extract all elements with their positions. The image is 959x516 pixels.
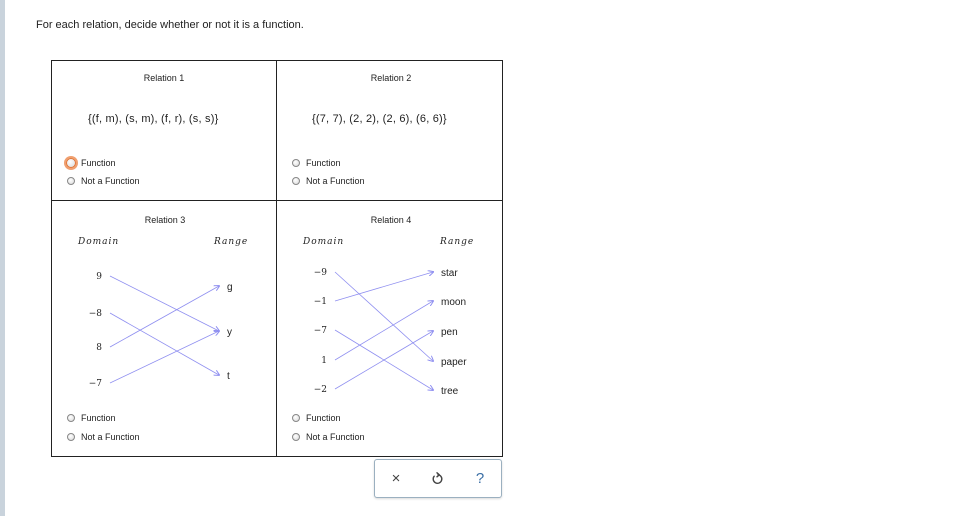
relation3-domain-value: −7 (88, 379, 102, 389)
relation1-function-radio[interactable] (66, 158, 76, 168)
relation3-range-label: Range (214, 237, 249, 247)
relation3-function-label: Function (81, 413, 116, 423)
relation2-not-function-label: Not a Function (306, 176, 365, 186)
relation4-not-function-radio[interactable] (292, 433, 300, 441)
relation2-not-function-radio[interactable] (292, 177, 300, 185)
relation3-domain-label: Domain (78, 237, 120, 247)
relation2-set: {(7, 7), (2, 2), (2, 6), (6, 6)} (312, 113, 447, 125)
relation3-arrow (110, 286, 219, 347)
relation4-arrow (335, 301, 433, 360)
relation4-function-option[interactable] (292, 413, 341, 423)
grid-divider-horizontal (51, 200, 503, 201)
relation1-set: {(f, m), (s, m), (f, r), (s, s)} (88, 113, 219, 125)
relation3-function-option[interactable] (67, 413, 116, 423)
relation4-range-value: star (441, 268, 458, 279)
relation1-title: Relation 1 (143, 73, 185, 83)
relation4-domain-value: −9 (313, 268, 327, 278)
relation4-function-radio[interactable] (292, 414, 300, 422)
relation2-function-radio[interactable] (292, 159, 300, 167)
relation2-function-label: Function (306, 158, 341, 168)
relation4-range-value: moon (441, 297, 467, 308)
relation4-not-function-option[interactable] (292, 432, 365, 442)
relation4-range-value: tree (441, 386, 459, 397)
relation3-range-value: g (227, 282, 233, 293)
relation4-mapping-diagram (281, 255, 501, 425)
relation1-not-function-label: Not a Function (81, 176, 140, 186)
relation3-domain-value: 9 (96, 272, 102, 282)
grid-divider-vertical (276, 60, 277, 457)
relation1-not-function-radio[interactable] (67, 177, 75, 185)
relation2-not-function-option[interactable] (292, 176, 365, 186)
relation3-title: Relation 3 (144, 215, 186, 225)
relation3-mapping-diagram (56, 255, 276, 425)
relation4-domain-value: −7 (313, 326, 327, 336)
relation4-arrow (335, 272, 433, 301)
relation1-function-label: Function (81, 158, 116, 168)
relation3-range-value: y (227, 327, 232, 338)
relation3-not-function-option[interactable] (67, 432, 140, 442)
relation4-arrow (335, 331, 433, 389)
undo-button[interactable] (426, 467, 450, 491)
question-prompt: For each relation, decide whether or not it is a function. (36, 19, 304, 31)
relation4-function-label: Function (306, 413, 341, 423)
left-edge-strip (0, 0, 5, 516)
help-button[interactable] (468, 467, 492, 491)
relation3-arrow (110, 331, 219, 383)
relation3-not-function-radio[interactable] (67, 433, 75, 441)
answer-toolbar (374, 459, 502, 498)
relation4-arrow (335, 272, 433, 361)
relation3-function-radio[interactable] (67, 414, 75, 422)
relation4-domain-value: 1 (321, 356, 327, 366)
clear-button[interactable] (384, 467, 408, 491)
relation3-arrow (110, 313, 219, 375)
relation4-range-value: paper (441, 357, 467, 368)
relation4-title: Relation 4 (370, 215, 412, 225)
relation1-not-function-option[interactable] (67, 176, 140, 186)
relation4-domain-label: Domain (303, 237, 345, 247)
relation4-domain-value: −1 (313, 297, 327, 307)
relation4-range-label: Range (440, 237, 475, 247)
relation2-function-option[interactable] (292, 158, 341, 168)
relation3-range-value: t (227, 371, 230, 382)
question-icon: ? (475, 470, 485, 487)
x-icon: × (391, 470, 401, 487)
relation3-domain-value: 8 (96, 343, 102, 353)
relation3-not-function-label: Not a Function (81, 432, 140, 442)
relation4-domain-value: −2 (313, 385, 327, 395)
relation1-function-option[interactable] (67, 158, 116, 168)
relation2-title: Relation 2 (370, 73, 412, 83)
relation4-not-function-label: Not a Function (306, 432, 365, 442)
relation4-range-value: pen (441, 327, 458, 338)
relation3-domain-value: −8 (88, 309, 102, 319)
undo-icon (431, 472, 445, 486)
